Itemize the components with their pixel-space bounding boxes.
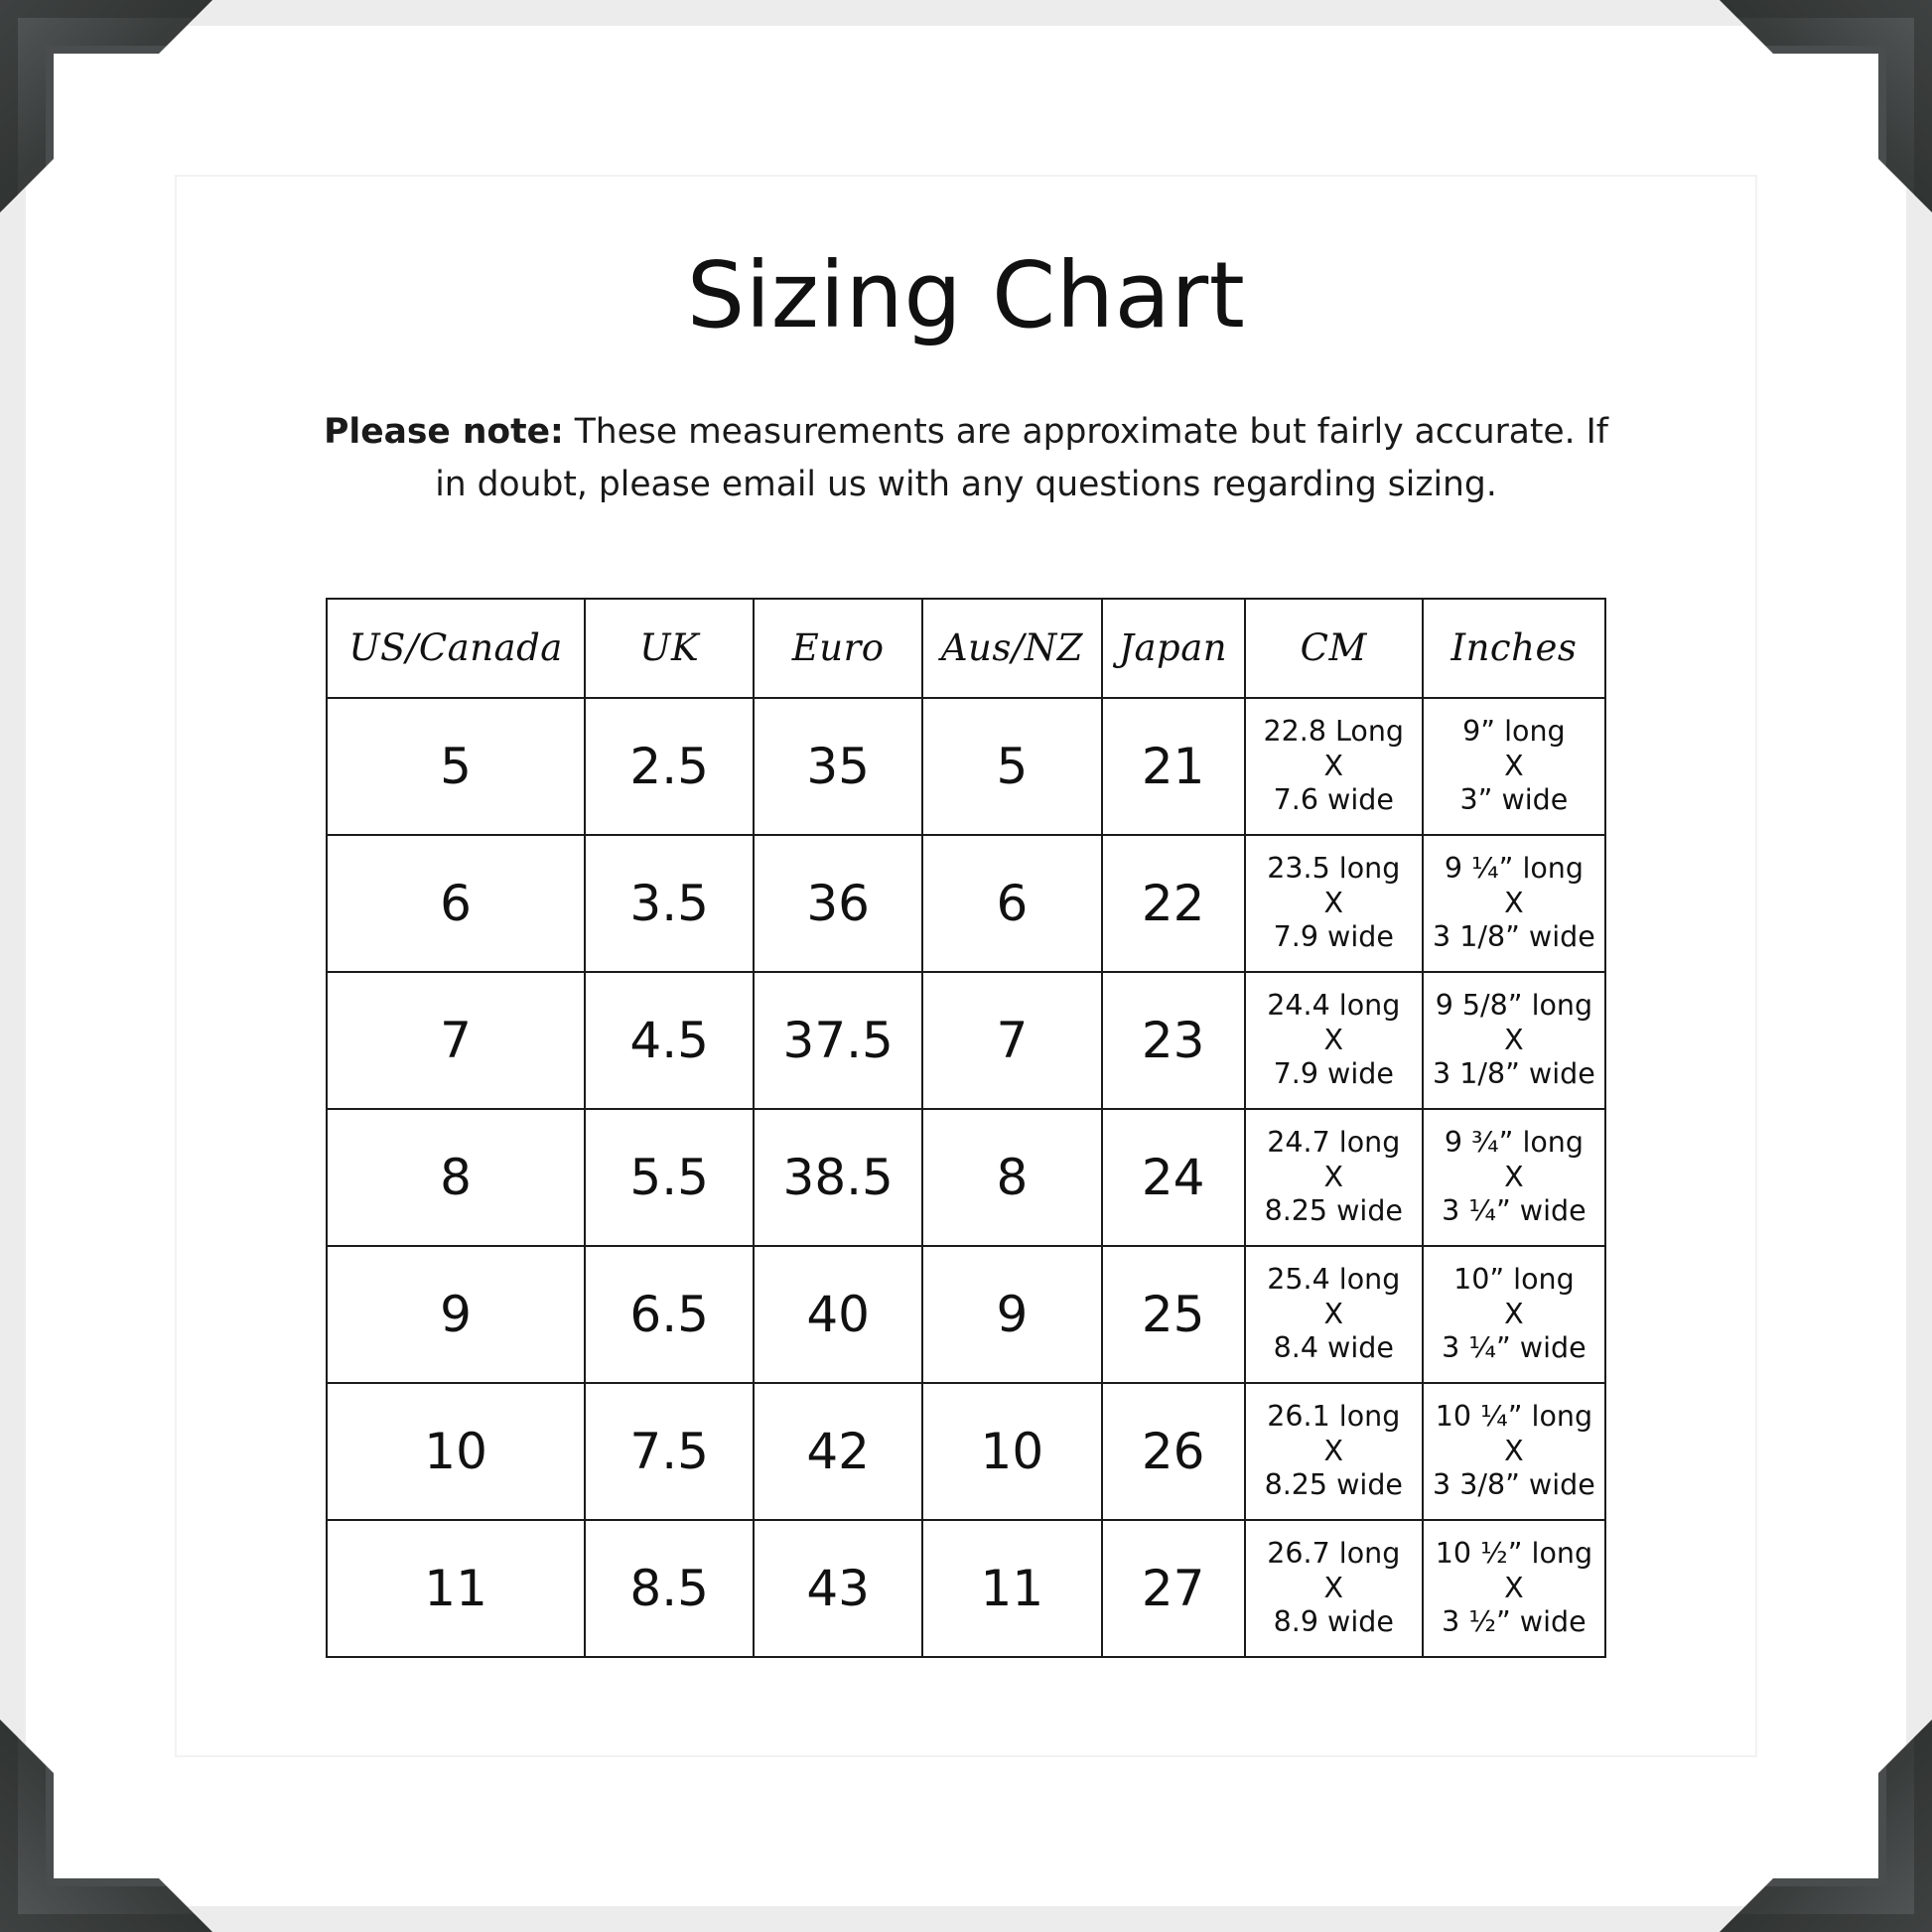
cm-separator: X — [1323, 1297, 1344, 1330]
please-note-body: These measurements are approximate but fairly accurate. If in doubt, please email us with any questions regarding sizing. — [435, 412, 1608, 505]
column-header-us-canada: US/Canada — [327, 599, 585, 698]
column-header-aus-nz: Aus/NZ — [922, 599, 1101, 698]
cell-ausnz: 8 — [922, 1109, 1101, 1246]
cell-japan: 21 — [1102, 698, 1245, 835]
cell-ausnz: 11 — [922, 1520, 1101, 1657]
cm-width: 8.25 wide — [1264, 1468, 1403, 1502]
cell-euro: 37.5 — [754, 972, 922, 1109]
cell-us: 8 — [327, 1109, 585, 1246]
inches-width: 3” wide — [1459, 783, 1569, 817]
cell-japan: 27 — [1102, 1520, 1245, 1657]
inches-width: 3 ½” wide — [1442, 1605, 1587, 1639]
cell-cm — [1245, 1246, 1423, 1383]
table-head — [327, 599, 1605, 698]
cell-uk: 2.5 — [585, 698, 754, 835]
cell-euro: 42 — [754, 1383, 922, 1520]
cell-uk: 7.5 — [585, 1383, 754, 1520]
cell-inches — [1423, 972, 1605, 1109]
cell-ausnz: 6 — [922, 835, 1101, 972]
cell-inches — [1423, 1383, 1605, 1520]
table-row — [327, 1383, 1605, 1520]
column-header-inches: Inches — [1423, 599, 1605, 698]
cm-length: 25.4 long — [1267, 1262, 1401, 1296]
cell-cm — [1245, 698, 1423, 835]
inches-length: 10 ½” long — [1435, 1536, 1593, 1570]
cell-inches — [1423, 835, 1605, 972]
cell-japan: 24 — [1102, 1109, 1245, 1246]
inches-width: 3 ¼” wide — [1442, 1331, 1587, 1365]
cm-length: 22.8 Long — [1263, 714, 1405, 748]
cm-length: 26.7 long — [1267, 1536, 1401, 1570]
sizing-table — [326, 598, 1606, 1658]
table-body — [327, 698, 1605, 1657]
cell-inches — [1423, 698, 1605, 835]
cell-euro: 36 — [754, 835, 922, 972]
table-header-row — [327, 599, 1605, 698]
please-note-text — [311, 406, 1621, 512]
inches-separator: X — [1504, 749, 1524, 782]
cell-japan: 23 — [1102, 972, 1245, 1109]
cell-us: 10 — [327, 1383, 585, 1520]
inches-width: 3 3/8” wide — [1433, 1468, 1595, 1502]
cm-separator: X — [1323, 1160, 1344, 1193]
inches-separator: X — [1504, 1434, 1524, 1467]
cell-japan: 25 — [1102, 1246, 1245, 1383]
table-row — [327, 972, 1605, 1109]
column-header-uk: UK — [585, 599, 754, 698]
inches-width: 3 1/8” wide — [1433, 920, 1595, 954]
cm-width: 7.9 wide — [1273, 920, 1394, 954]
sizing-table-wrapper — [326, 598, 1606, 1658]
cm-width: 7.6 wide — [1273, 783, 1394, 817]
cm-width: 7.9 wide — [1273, 1057, 1394, 1091]
inches-length: 9 5/8” long — [1435, 988, 1593, 1022]
table-row — [327, 835, 1605, 972]
cell-uk: 3.5 — [585, 835, 754, 972]
cm-separator: X — [1323, 1571, 1344, 1604]
cell-cm — [1245, 1520, 1423, 1657]
cell-euro: 35 — [754, 698, 922, 835]
cm-separator: X — [1323, 749, 1344, 782]
cell-ausnz: 9 — [922, 1246, 1101, 1383]
column-header-euro: Euro — [754, 599, 922, 698]
page-title: Sizing Chart — [686, 242, 1246, 348]
cell-us: 9 — [327, 1246, 585, 1383]
cell-uk: 6.5 — [585, 1246, 754, 1383]
table-row — [327, 1246, 1605, 1383]
inches-separator: X — [1504, 1571, 1524, 1604]
table-row — [327, 1520, 1605, 1657]
cell-japan: 26 — [1102, 1383, 1245, 1520]
cell-euro: 43 — [754, 1520, 922, 1657]
cell-euro: 40 — [754, 1246, 922, 1383]
inches-length: 10 ¼” long — [1435, 1399, 1593, 1433]
inches-length: 9 ¼” long — [1444, 851, 1584, 885]
cell-ausnz: 5 — [922, 698, 1101, 835]
cm-length: 24.4 long — [1267, 988, 1401, 1022]
cm-width: 8.9 wide — [1273, 1605, 1394, 1639]
cm-width: 8.4 wide — [1273, 1331, 1394, 1365]
cell-cm — [1245, 1109, 1423, 1246]
cell-us: 5 — [327, 698, 585, 835]
cell-inches — [1423, 1109, 1605, 1246]
cm-separator: X — [1323, 1434, 1344, 1467]
cell-inches — [1423, 1520, 1605, 1657]
cell-ausnz: 7 — [922, 972, 1101, 1109]
please-note-label: Please note: — [324, 412, 564, 452]
inches-length: 9” long — [1462, 714, 1566, 748]
inches-width: 3 1/8” wide — [1433, 1057, 1595, 1091]
cm-length: 26.1 long — [1267, 1399, 1401, 1433]
cm-length: 24.7 long — [1267, 1125, 1401, 1159]
cm-separator: X — [1323, 886, 1344, 919]
column-header-japan: Japan — [1102, 599, 1245, 698]
cell-uk: 5.5 — [585, 1109, 754, 1246]
cell-inches — [1423, 1246, 1605, 1383]
cell-us: 6 — [327, 835, 585, 972]
inches-separator: X — [1504, 886, 1524, 919]
cell-euro: 38.5 — [754, 1109, 922, 1246]
table-row — [327, 1109, 1605, 1246]
cm-separator: X — [1323, 1023, 1344, 1056]
cm-length: 23.5 long — [1267, 851, 1401, 885]
inches-separator: X — [1504, 1297, 1524, 1330]
cell-us: 7 — [327, 972, 585, 1109]
cell-japan: 22 — [1102, 835, 1245, 972]
inches-separator: X — [1504, 1160, 1524, 1193]
cell-cm — [1245, 972, 1423, 1109]
cell-uk: 8.5 — [585, 1520, 754, 1657]
chart-content — [175, 175, 1757, 1757]
column-header-cm: CM — [1245, 599, 1423, 698]
inches-length: 10” long — [1453, 1262, 1575, 1296]
table-row — [327, 698, 1605, 835]
cell-us: 11 — [327, 1520, 585, 1657]
cm-width: 8.25 wide — [1264, 1194, 1403, 1228]
cell-ausnz: 10 — [922, 1383, 1101, 1520]
cell-cm — [1245, 835, 1423, 972]
inches-width: 3 ¼” wide — [1442, 1194, 1587, 1228]
inches-separator: X — [1504, 1023, 1524, 1056]
cell-cm — [1245, 1383, 1423, 1520]
cell-uk: 4.5 — [585, 972, 754, 1109]
inches-length: 9 ¾” long — [1444, 1125, 1584, 1159]
